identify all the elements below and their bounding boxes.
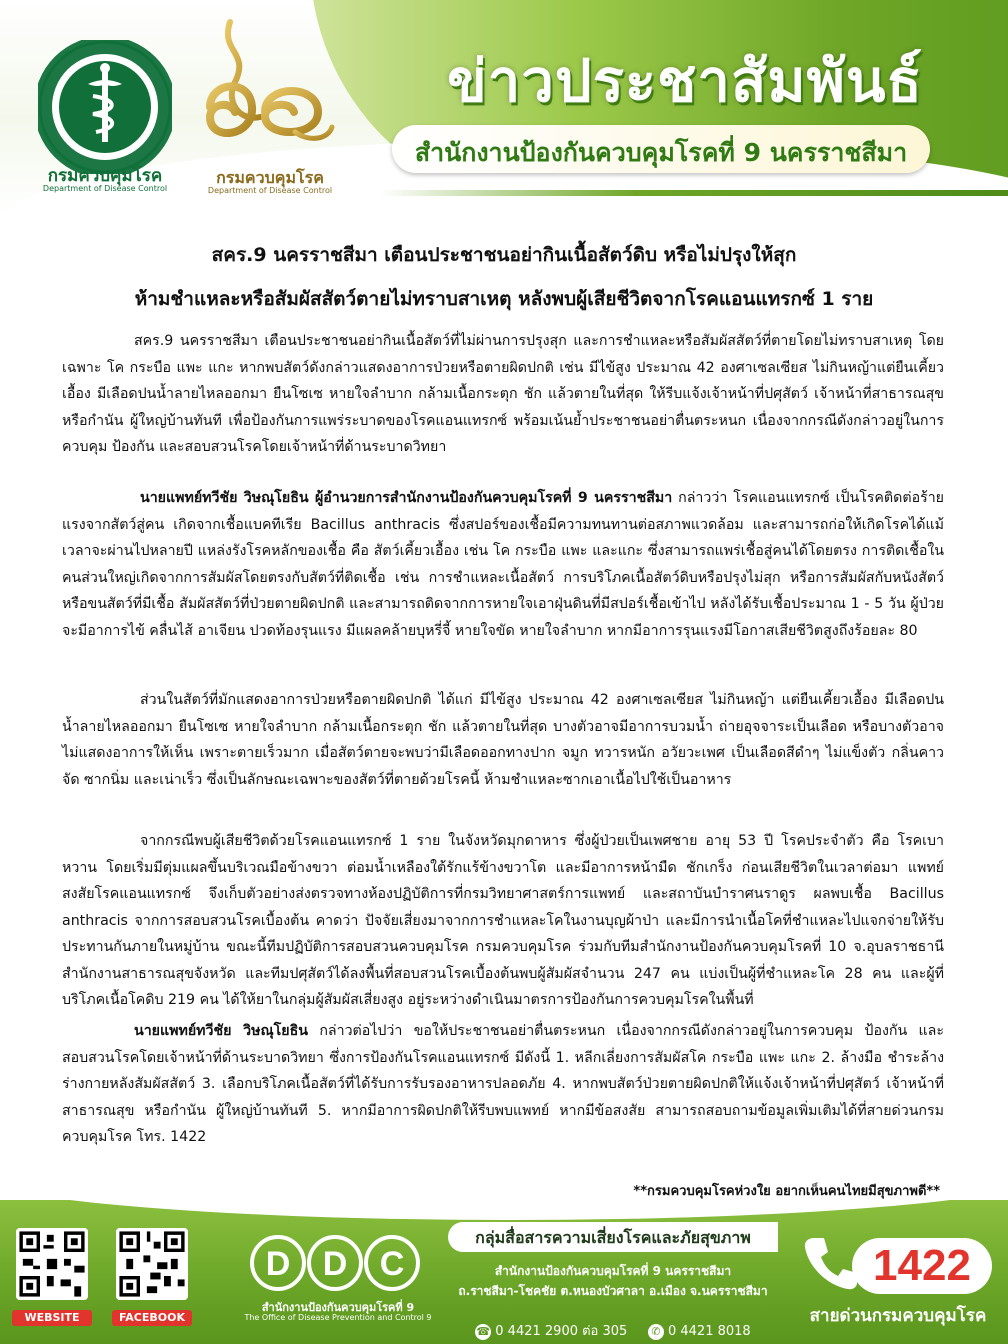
paragraph-4-text: จากกรณีพบผู้เสียชีวิตด้วยโรคแอนแทรกซ์ 1 ราย ในจังหวัดมุกดาหาร ซึ่งผู้ป่วยเป็นเพศชาย อายุ 53 ปี โรคประจำตัว คือ โรคเบาหวาน โดยเริ่มมีตุ่มแผลขึ้นบริเวณมือข้างขวา ต่อมน้ำเหลืองใต้รักแร้ข้างขวาโต และมีอาการหน้ามืด ชักเกร็ง ก่อนเสียชีวิตในเวลาต่อมา แพทย์สงสัยโรคแอนแทรกซ์ จึงเก็บตัวอย่างส่งตรวจทางห้องปฏิบัติการที่กรมวิทยาศาสตร์การแพทย์ และสถาบันบำราศนราดูร ผลพบเชื้อ Bacillus anthracis จากการสอบสวนโรคเบื้องต้น คาดว่า ปัจจัยเสี่ยงมาจากการชำแหละโคในงานบุญผ้าป่า และมีการนำเนื้อโคที่ชำแหละไปแจกจ่ายให้รับประทานกันภายในหมู่บ้าน ขณะนี้ทีมปฏิบัติการสอบสวนควบคุมโรค กรมควบคุมโรค ร่วมกับทีมสำนักงานป้องกันควบคุมโรคที่ 10 จ.อุบลราชธานี สำนักงานสาธารณสุขจังหวัด และทีมปศุสัตว์ได้ลงพื้นที่สอบสวนโรคเบื้องต้นพบผู้สัมผัสจำนวน 247 คน แบ่งเป็นผู้ที่ชำแหละโค 28 คน และผู้ที่บริโภคเนื้อโคดิบ 219 คน ได้ให้ยาในกลุ่มผู้สัมผัสเสี่ยงสูง อยู่ระหว่างดำเนินมาตรการป้องกันการควบคุมโรคในพื้นที่	[62, 833, 944, 1008]
paragraph-5-text: กล่าวต่อไปว่า ขอให้ประชาชนอย่าตื่นตระหนก เนื่องจากกรณีดังกล่าวอยู่ในการควบคุม ป้องกัน และสอบสวนโรคโดยเจ้าหน้าที่ด้านระบาดวิทยา ซึ่งการป้องกันโรคแอนแทรกซ์ มีดังนี้ 1. หลีกเลี่ยงการสัมผัสโค กระบือ แพะ แกะ 2. ล้างมือ ชำระล้างร่างกายหลังสัมผัสสัตว์ 3. เลือกบริโภคเนื้อสัตว์ที่ได้รับการรับรองอาหารปลอดภัย 4. หากพบสัตว์ป่วยตายผิดปกติให้แจ้งเจ้าหน้าที่ปศุสัตว์ เจ้าหน้าที่สาธารณสุข หรือกำนัน ผู้ใหญ่บ้านทันที 5. หากมีอาการผิดปกติให้รีบพบแพทย์ หากมีข้อสงสัย สามารถสอบถามข้อมูลเพิ่มเติมได้ที่สายด่วนกรมควบคุมโรค โทร. 1422	[62, 1023, 944, 1145]
hotline-label: สายด่วนกรมควบคุมโรค	[809, 1306, 987, 1326]
paragraph-2-speaker: นายแพทย์ทวีชัย วิษณุโยธิน ผู้อำนวยการสำนักงานป้องกันควบคุมโรคที่ 9 นครราชสีมา	[140, 490, 673, 506]
headline-line-1: สคร.9 นครราชสีมา เตือนประชาชนอย่ากินเนื้อสัตว์ดิบ หรือไม่ปรุงให้สุก	[211, 244, 797, 266]
qr-website-label: WEBSITE	[12, 1310, 92, 1326]
contact-office-line: สำนักงานป้องกันควบคุมโรคที่ 9 นครราชสีมา	[494, 1264, 732, 1278]
ddc-office-name: สำนักงานป้องกันควบคุมโรคที่ 9	[261, 1301, 415, 1314]
hotline-box[interactable]	[800, 1228, 996, 1328]
ddc-office-name-en: The Office of Disease Prevention and Control 9	[244, 1313, 432, 1322]
ddc-60-logo-label: กรมควบคุมโรค	[216, 168, 324, 187]
ddc-60-logo-sublabel: Department of Disease Control	[207, 186, 333, 195]
qr-facebook-label: FACEBOOK	[112, 1310, 192, 1326]
phone-icon: ☎	[476, 1324, 491, 1338]
moph-caduceus-logo-icon	[38, 40, 172, 174]
paragraph-1-text: สคร.9 นครราชสีมา เตือนประชาชนอย่ากินเนื้อสัตว์ที่ไม่ผ่านการปรุงสุก และการชำแหละหรือสัมผัสสัตว์ที่ตายโดยไม่ทราบสาเหตุ โดยเฉพาะ โค กระบือ แพะ แกะ หากพบสัตว์ดังกล่าวแสดงอาการป่วยหรือตายผิดปกติ เช่น มีไข้สูง ประมาณ 42 องศาเซลเซียส ไม่กินหญ้าแต่ยืนเคี้ยวเอื้อง มีเลือดปนน้ำลายไหลออกมา ยืนโซเซ หายใจลำบาก กล้ามเนื้อกระตุก ชัก แล้วตายในที่สุด ให้รีบแจ้งเจ้าหน้าที่ปศุสัตว์ เจ้าหน้าที่สาธารณสุข หรือกำนัน ผู้ใหญ่บ้านทันที เพื่อป้องกันการแพร่ระบาดของโรคแอนแทรกซ์ พร้อมเน้นย้ำประชาชนอย่าตื่นตระหนก เนื่องจากกรณีดังกล่าวอยู่ในการควบคุม ป้องกัน และสอบสวนโรคโดยเจ้าหน้าที่ด้านระบาดวิทยา	[62, 333, 944, 455]
headline-line-2: ห้ามชำแหละหรือสัมผัสสัตว์ตายไม่ทราบสาเหตุ หลังพบผู้เสียชีวิตจากโรคแอนแทรกซ์ 1 ราย	[134, 288, 874, 310]
page-header	[0, 0, 1008, 215]
hotline-number: 1422	[873, 1241, 971, 1290]
paragraph-3	[62, 687, 944, 793]
page-title: ข่าวประชาสัมพันธ์	[447, 47, 923, 115]
ddc-60-years-logo-icon	[190, 12, 340, 162]
ddc-letter-d2: D	[322, 1245, 348, 1283]
fax-icon: ✆	[648, 1324, 664, 1340]
moph-logo-label: กรมควบคุมโรค	[47, 166, 163, 185]
phone-number-1[interactable]: 0 4421 2900 ต่อ 305	[495, 1324, 628, 1339]
header-accent-line	[380, 190, 1008, 196]
page-subtitle: สำนักงานป้องกันควบคุมโรคที่ 9 นครราชสีมา	[414, 138, 908, 167]
footnote-slogan: **กรมควบคุมโรคห่วงใย อยากเห็นคนไทยมีสุขภาพดี**	[633, 1184, 940, 1199]
paragraph-5	[62, 1018, 944, 1151]
paragraph-2	[62, 485, 944, 644]
page-footer	[0, 1200, 1008, 1344]
paragraph-4	[62, 828, 944, 1014]
ddc-letter-c: C	[379, 1245, 405, 1283]
contact-group-title: กลุ่มสื่อสารความเสี่ยงโรคและภัยสุขภาพ	[475, 1228, 751, 1247]
moph-logo-sublabel: Department of Disease Control	[42, 184, 168, 193]
phone-number-2[interactable]: 0 4421 8018	[667, 1324, 751, 1339]
paragraph-2-text: กล่าวว่า โรคแอนแทรกซ์ เป็นโรคติดต่อร้ายแรงจากสัตว์สู่คน เกิดจากเชื้อแบคทีเรีย Bacillus anthracis ซึ่งสปอร์ของเชื้อมีความทนทานต่อสภาพแวดล้อม และสามารถก่อให้เกิดโรคได้แม้เวลาจะผ่านไปหลายปี แหล่งรังโรคหลักของเชื้อ คือ สัตว์เคี้ยวเอื้อง เช่น โค กระบือ แพะ และแกะ ซึ่งสามารถแพร่เชื้อสู่คนได้โดยตรง การติดเชื้อในคนส่วนใหญ่เกิดจากการสัมผัสโดยตรงกับสัตว์ที่ติดเชื้อ เช่น การชำแหละเนื้อสัตว์ การบริโภคเนื้อสัตว์ดิบหรือปรุงไม่สุก หรือการสัมผัสกับหนังสัตว์หรือขนสัตว์ที่มีเชื้อ สัมผัสสัตว์ที่ป่วยตายผิดปกติ และสามารถติดจากการหายใจเอาฝุ่นดินที่มีสปอร์เชื้อเข้าไป หลังได้รับเชื้อประมาณ 1 - 5 วัน ผู้ป่วยจะมีอาการไข้ คลื่นไส้ อาเจียน ปวดท้องรุนแรง มีแผลคล้ายบุหรี่จี้ หายใจขัด หายใจลำบาก หากมีอาการรุนแรงมีโอกาสเสียชีวิตสูงถึงร้อยละ 80	[62, 490, 944, 639]
qr-code-icon[interactable]	[116, 1228, 188, 1300]
paragraph-5-speaker: นายแพทย์ทวีชัย วิษณุโยธิน	[134, 1023, 308, 1039]
contact-phone-row	[448, 1320, 778, 1341]
qr-code-icon[interactable]	[16, 1228, 88, 1300]
paragraph-3-text: ส่วนในสัตว์ที่มักแสดงอาการป่วยหรือตายผิดปกติ ได้แก่ มีไข้สูง ประมาณ 42 องศาเซลเซียส ไม่กินหญ้า แต่ยืนเคี้ยวเอื้อง มีเลือดปนน้ำลายไหลออกมา ยืนโซเซ หายใจลำบาก กล้ามเนื้อกระตุก ชัก แล้วตายในที่สุด บางตัวอาจมีอาการบวมน้ำ ถ่ายอุจจาระเป็นเลือด หรือบางตัวอาจไม่แสดงอาการให้เห็น เพราะตายเร็วมาก เมื่อสัตว์ตายจะพบว่ามีเลือดออกทางปาก จมูก ทวารหนัก อวัยวะเพศ เป็นเลือดสีดำๆ ไม่แข็งตัว กลิ่นคาวจัด ซากนิ่ม และเน่าเร็ว ซึ่งเป็นลักษณะเฉพาะของสัตว์ที่ตายด้วยโรคนี้ ห้ามชำแหละซากเอาเนื้อไปใช้เป็นอาหาร	[62, 692, 944, 788]
ddc-logo-icon	[250, 1228, 420, 1298]
footer-wave	[0, 1200, 1008, 1220]
paragraph-1	[62, 328, 944, 461]
ddc-letter-d1: D	[265, 1245, 291, 1283]
contact-address-line: ถ.ราชสีมา-โชคชัย ต.หนองบัวศาลา อ.เมือง จ.นครราชสีมา	[458, 1284, 768, 1298]
